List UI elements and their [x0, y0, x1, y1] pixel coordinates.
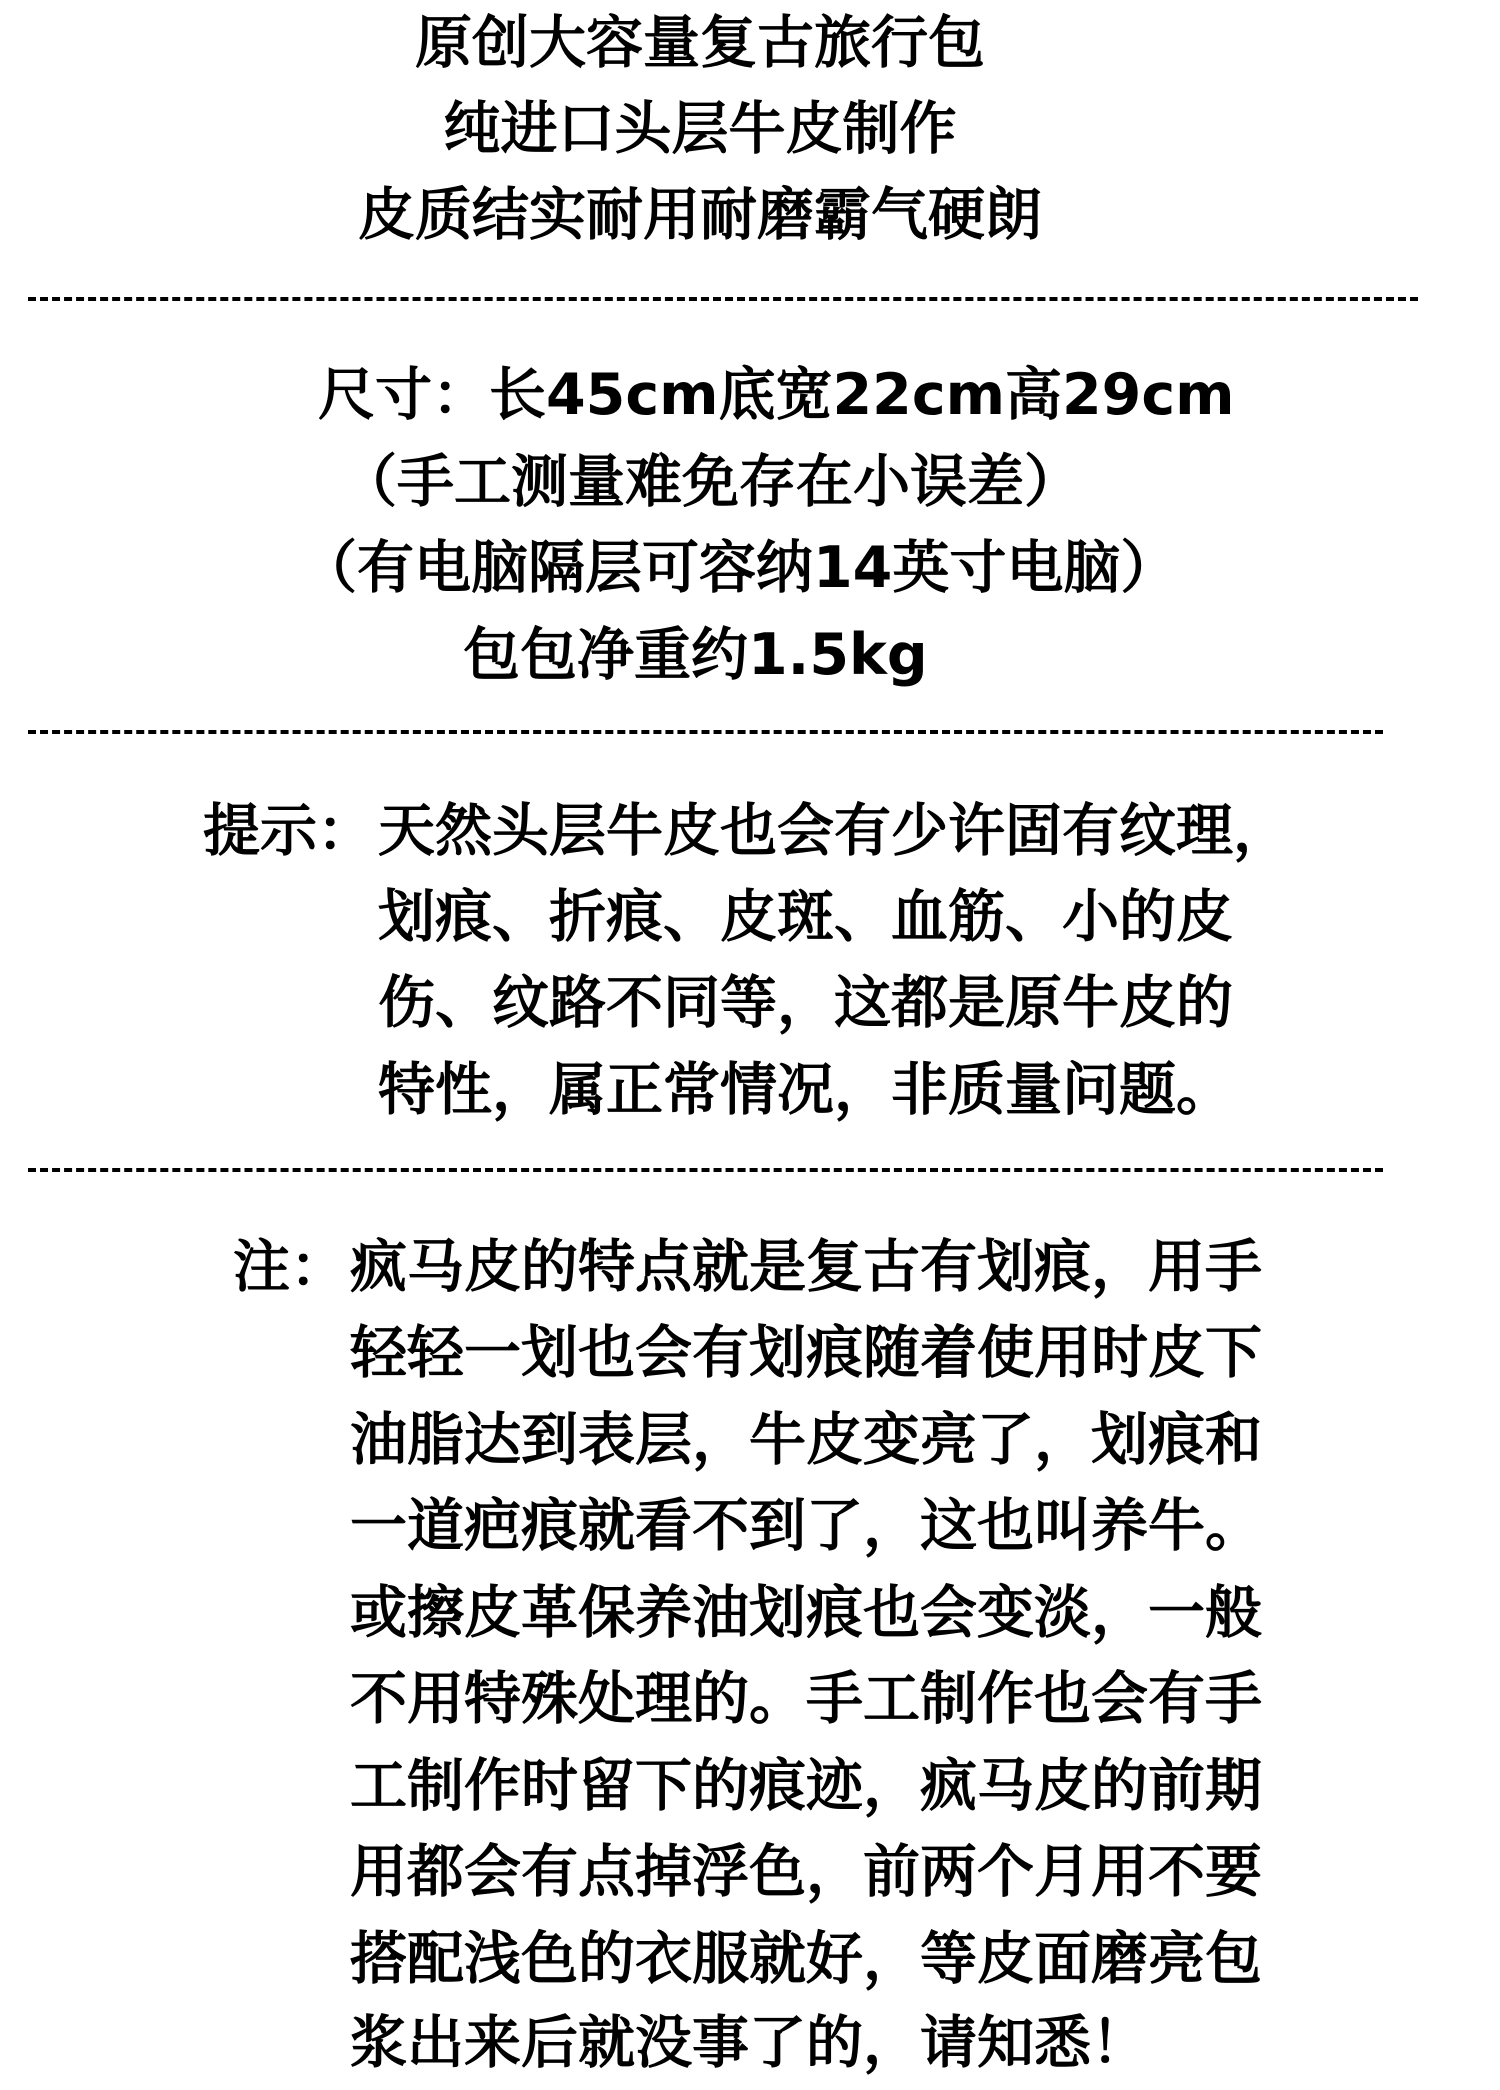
note-line-1: 疯马皮的特点就是复古有划痕，用手	[350, 1234, 1262, 1300]
note-line-9: 搭配浅色的衣服就好，等皮面磨亮包	[350, 1926, 1262, 1992]
title-line-2: 纯进口头层牛皮制作	[443, 96, 957, 162]
note-line-5: 或擦皮革保养油划痕也会变淡，一般	[350, 1580, 1262, 1646]
note-label: 注：	[233, 1234, 347, 1300]
note-line-6: 不用特殊处理的。手工制作也会有手	[350, 1666, 1262, 1732]
tip-line-3: 伤、纹路不同等，这都是原牛皮的	[378, 970, 1233, 1036]
title-line-1: 原创大容量复古旅行包	[415, 10, 985, 76]
size-measure-note: （手工测量难免存在小误差）	[340, 449, 1081, 515]
tip-line-1: 天然头层牛皮也会有少许固有纹理，	[378, 798, 1290, 864]
net-weight: 包包净重约1.5kg	[463, 622, 928, 688]
dashed-divider-1	[28, 297, 1418, 301]
note-line-3: 油脂达到表层，牛皮变亮了，划痕和	[350, 1407, 1262, 1473]
note-line-7: 工制作时留下的痕迹，疯马皮的前期	[350, 1753, 1262, 1819]
tip-line-2: 划痕、折痕、皮斑、血筋、小的皮	[378, 884, 1233, 950]
title-line-3: 皮质结实耐用耐磨霸气硬朗	[358, 182, 1042, 248]
tip-line-4: 特性，属正常情况，非质量问题。	[378, 1057, 1233, 1123]
note-line-8: 用都会有点掉浮色，前两个月用不要	[350, 1839, 1262, 1905]
note-line-2: 轻轻一划也会有划痕随着使用时皮下	[350, 1320, 1262, 1386]
tip-label: 提示：	[203, 798, 374, 864]
dashed-divider-2	[28, 730, 1383, 734]
dashed-divider-3	[28, 1168, 1383, 1172]
laptop-compartment-note: （有电脑隔层可容纳14英寸电脑）	[300, 535, 1178, 601]
note-line-4: 一道疤痕就看不到了，这也叫养牛。	[350, 1493, 1262, 1559]
note-line-10: 浆出来后就没事了的，请知悉！	[350, 2010, 1148, 2076]
size-spec: 尺寸：长45cm底宽22cm高29cm	[318, 362, 1235, 428]
